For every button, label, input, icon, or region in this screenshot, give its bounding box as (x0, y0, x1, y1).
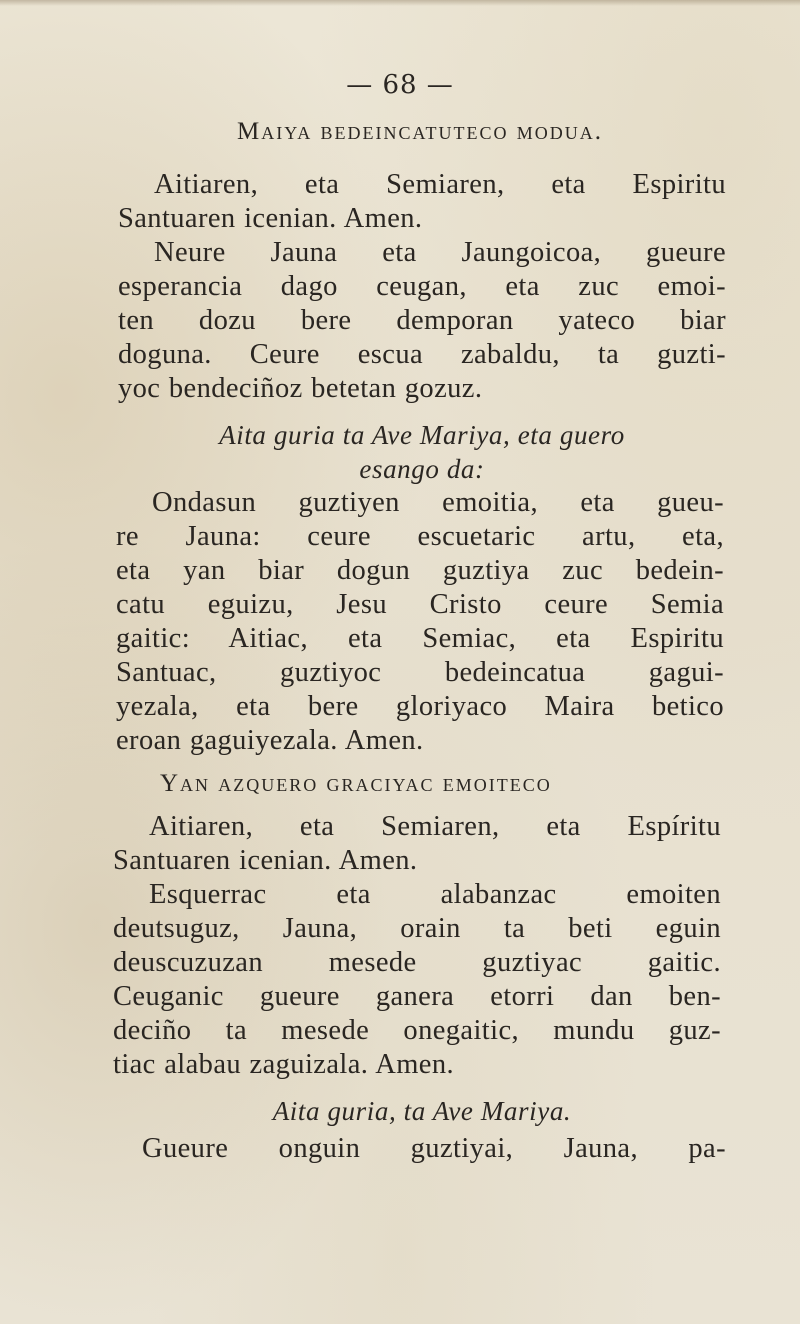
section-heading-blessing: Maiya bedeincatuteco modua. (237, 118, 603, 145)
text-line: Santuaren icenian. Amen. (118, 203, 423, 234)
text-line: eroan gaguiyezala. Amen. (116, 725, 424, 756)
text-line: deuscuzuzan mesede guztiyac gaitic. (113, 947, 721, 978)
paragraph-prayer-2 (116, 486, 724, 758)
rubric-instruction-1 (118, 418, 726, 486)
rubric-line: esango da: (359, 454, 485, 484)
text-line: Aitiaren, eta Semiaren, eta Espiritu (154, 169, 726, 200)
rubric-instruction-2: Aita guria, ta Ave Mariya. (272, 1096, 572, 1126)
text-line: Esquerrac eta alabanzac emoiten (149, 879, 721, 910)
text-line: catu eguizu, Jesu Cristo ceure Semia (116, 589, 724, 620)
text-line: Santuac, guztiyoc bedeincatua gagui- (116, 657, 724, 688)
paragraph-invocation-1 (118, 168, 726, 236)
paragraph-prayer-1 (118, 236, 726, 406)
text-line: Aitiaren, eta Semiaren, eta Espíritu (149, 811, 721, 842)
paragraph-invocation-2 (113, 810, 721, 878)
page-number: — 68 — (346, 70, 454, 100)
text-line: esperancia dago ceugan, eta zuc emoi- (118, 271, 726, 302)
text-line: Ondasun guztiyen emoitia, eta gueu- (152, 487, 724, 518)
paragraph-closing (142, 1132, 726, 1166)
paragraph-thanksgiving (113, 878, 721, 1082)
text-line: doguna. Ceure escua zabaldu, ta guzti- (118, 339, 726, 370)
rubric-line: Aita guria ta Ave Mariya, eta guero (219, 420, 625, 450)
section-heading-thanksgiving: Yan azquero graciyac emoiteco (160, 770, 552, 797)
text-line: deciño ta mesede onegaitic, mundu guz- (113, 1015, 721, 1046)
text-line: yezala, eta bere gloriyaco Maira betico (116, 691, 724, 722)
text-line: Gueure onguin guztiyai, Jauna, pa- (142, 1133, 726, 1164)
text-line: Neure Jauna eta Jaungoicoa, gueure (154, 237, 726, 268)
text-line: Santuaren icenian. Amen. (113, 845, 418, 876)
text-line: yoc bendeciñoz betetan gozuz. (118, 373, 483, 404)
text-line: re Jauna: ceure escuetaric artu, eta, (116, 521, 724, 552)
text-line: Ceuganic gueure ganera etorri dan ben- (113, 981, 721, 1012)
text-line: deutsuguz, Jauna, orain ta beti eguin (113, 913, 721, 944)
text-line: eta yan biar dogun guztiya zuc bedein- (116, 555, 724, 586)
text-line: tiac alabau zaguizala. Amen. (113, 1049, 454, 1080)
text-line: gaitic: Aitiac, eta Semiac, eta Espiritu (116, 623, 724, 654)
text-line: ten dozu bere demporan yateco biar (118, 305, 726, 336)
